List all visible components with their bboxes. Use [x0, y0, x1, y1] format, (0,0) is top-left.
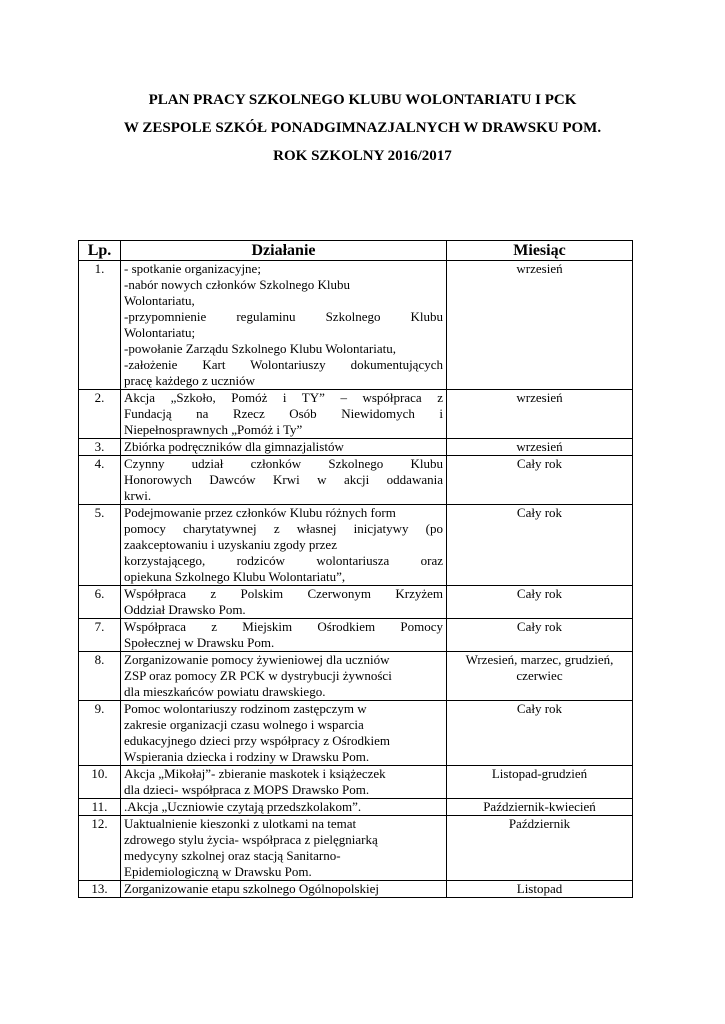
- action-line: Zorganizowanie pomocy żywieniowej dla uczniów: [124, 652, 390, 667]
- action-line: Współpraca z Miejskim Ośrodkiem Pomocy: [124, 619, 443, 634]
- row-number: 6.: [79, 586, 121, 619]
- plan-table: [78, 240, 633, 898]
- row-month: Cały rok: [447, 456, 633, 505]
- row-number: 9.: [79, 701, 121, 766]
- row-month: Cały rok: [447, 701, 633, 766]
- table-row: [79, 261, 633, 390]
- action-line: .Akcja „Uczniowie czytają przedszkolakom”.: [124, 799, 362, 814]
- action-line: -nabór nowych członków Szkolnego Klubu: [124, 277, 351, 292]
- row-month: Cały rok: [447, 505, 633, 586]
- action-line: medycyny szkolnej oraz stacją Sanitarno-: [124, 848, 341, 863]
- row-month: Październik: [447, 816, 633, 881]
- header-action: Działanie: [121, 241, 447, 261]
- action-line: Niepełnosprawnych „Pomóż i Ty”: [124, 422, 303, 437]
- action-line: dla dzieci- współpraca z MOPS Drawsko Pom.: [124, 782, 370, 797]
- table-row: [79, 439, 633, 456]
- title-line-3: ROK SZKOLNY 2016/2017: [273, 148, 452, 164]
- row-month: wrzesień: [447, 390, 633, 439]
- table-row: [79, 799, 633, 816]
- table-row: [79, 505, 633, 586]
- action-line: korzystającego, rodziców wolontariusza oraz: [124, 553, 443, 568]
- row-number: 5.: [79, 505, 121, 586]
- row-number: 1.: [79, 261, 121, 390]
- row-action: [121, 619, 447, 652]
- row-action: [121, 816, 447, 881]
- table-row: [79, 456, 633, 505]
- action-line: Akcja „Szkoło, Pomóż i TY” – współpraca z: [124, 390, 443, 405]
- row-month: Cały rok: [447, 586, 633, 619]
- table-row: [79, 586, 633, 619]
- table-body: [79, 261, 633, 898]
- action-line: pracę każdego z uczniów: [124, 373, 256, 388]
- action-line: Oddział Drawsko Pom.: [124, 602, 246, 617]
- row-month: wrzesień: [447, 439, 633, 456]
- action-line: -przypomnienie regulaminu Szkolnego Klubu: [124, 309, 443, 324]
- table-header-row: [79, 241, 633, 261]
- row-month: Październik-kwiecień: [447, 799, 633, 816]
- table-row: [79, 390, 633, 439]
- row-action: [121, 881, 447, 898]
- row-number: 7.: [79, 619, 121, 652]
- header-no: Lp.: [79, 241, 121, 261]
- row-number: 3.: [79, 439, 121, 456]
- row-action: [121, 766, 447, 799]
- table-row: [79, 766, 633, 799]
- action-line: Akcja „Mikołaj”- zbieranie maskotek i książeczek: [124, 766, 386, 781]
- action-line: dla mieszkańców powiatu drawskiego.: [124, 684, 326, 699]
- action-line: Wolontariatu,: [124, 293, 195, 308]
- row-action: [121, 439, 447, 456]
- action-line: Pomoc wolontariuszy rodzinom zastępczym w: [124, 701, 367, 716]
- action-line: Zbiórka podręczników dla gimnazjalistów: [124, 439, 344, 454]
- action-line: Współpraca z Polskim Czerwonym Krzyżem: [124, 586, 443, 601]
- row-number: 13.: [79, 881, 121, 898]
- action-line: Honorowych Dawców Krwi w akcji oddawania: [124, 472, 443, 487]
- row-month: Wrzesień, marzec, grudzień, czerwiec: [447, 652, 633, 701]
- action-line: Społecznej w Drawsku Pom.: [124, 635, 275, 650]
- row-action: [121, 390, 447, 439]
- row-action: [121, 652, 447, 701]
- action-line: Epidemiologiczną w Drawsku Pom.: [124, 864, 312, 879]
- row-action: [121, 261, 447, 390]
- row-action: [121, 799, 447, 816]
- row-action: [121, 456, 447, 505]
- table-row: [79, 816, 633, 881]
- row-action: [121, 505, 447, 586]
- header-month: Miesiąc: [447, 241, 633, 261]
- action-line: opiekuna Szkolnego Klubu Wolontariatu”,: [124, 569, 346, 584]
- action-line: - spotkanie organizacyjne;: [124, 261, 261, 276]
- action-line: Zorganizowanie etapu szkolnego Ogólnopolskiej: [124, 881, 380, 896]
- action-line: Podejmowanie przez członków Klubu różnych form: [124, 505, 396, 520]
- row-number: 8.: [79, 652, 121, 701]
- document-header: [0, 86, 725, 170]
- title-line-1: PLAN PRACY SZKOLNEGO KLUBU WOLONTARIATU I PCK: [148, 92, 577, 108]
- row-number: 11.: [79, 799, 121, 816]
- action-line: zdrowego stylu życia- współpraca z pielęgniarką: [124, 832, 378, 847]
- row-action: [121, 701, 447, 766]
- action-line: Wspierania dziecka i rodziny w Drawsku Pom.: [124, 749, 370, 764]
- action-line: krwi.: [124, 488, 152, 503]
- action-line: pomocy charytatywnej z własnej inicjatywy (po: [124, 521, 443, 536]
- action-line: Wolontariatu;: [124, 325, 196, 340]
- action-line: Czynny udział członków Szkolnego Klubu: [124, 456, 443, 471]
- row-number: 12.: [79, 816, 121, 881]
- action-line: -założenie Kart Wolontariuszy dokumentujących: [124, 357, 443, 372]
- row-number: 4.: [79, 456, 121, 505]
- row-month: Listopad: [447, 881, 633, 898]
- table-row: [79, 701, 633, 766]
- row-month: wrzesień: [447, 261, 633, 390]
- table-row: [79, 881, 633, 898]
- title-line-2: W ZESPOLE SZKÓŁ PONADGIMNAZJALNYCH W DRAWSKU POM.: [123, 120, 602, 136]
- action-line: ZSP oraz pomocy ZR PCK w dystrybucji żywności: [124, 668, 392, 683]
- action-line: Uaktualnienie kieszonki z ulotkami na temat: [124, 816, 357, 831]
- row-month: Cały rok: [447, 619, 633, 652]
- action-line: zaakceptowaniu i uzyskaniu zgody przez: [124, 537, 337, 552]
- action-line: edukacyjnego dzieci przy współpracy z Ośrodkiem: [124, 733, 391, 748]
- table-row: [79, 619, 633, 652]
- row-number: 2.: [79, 390, 121, 439]
- action-line: Fundacją na Rzecz Osób Niewidomych i: [124, 406, 443, 421]
- table-row: [79, 652, 633, 701]
- row-action: [121, 586, 447, 619]
- action-line: zakresie organizacji czasu wolnego i wsparcia: [124, 717, 364, 732]
- row-number: 10.: [79, 766, 121, 799]
- action-line: -powołanie Zarządu Szkolnego Klubu Wolontariatu,: [124, 341, 397, 356]
- row-month: Listopad-grudzień: [447, 766, 633, 799]
